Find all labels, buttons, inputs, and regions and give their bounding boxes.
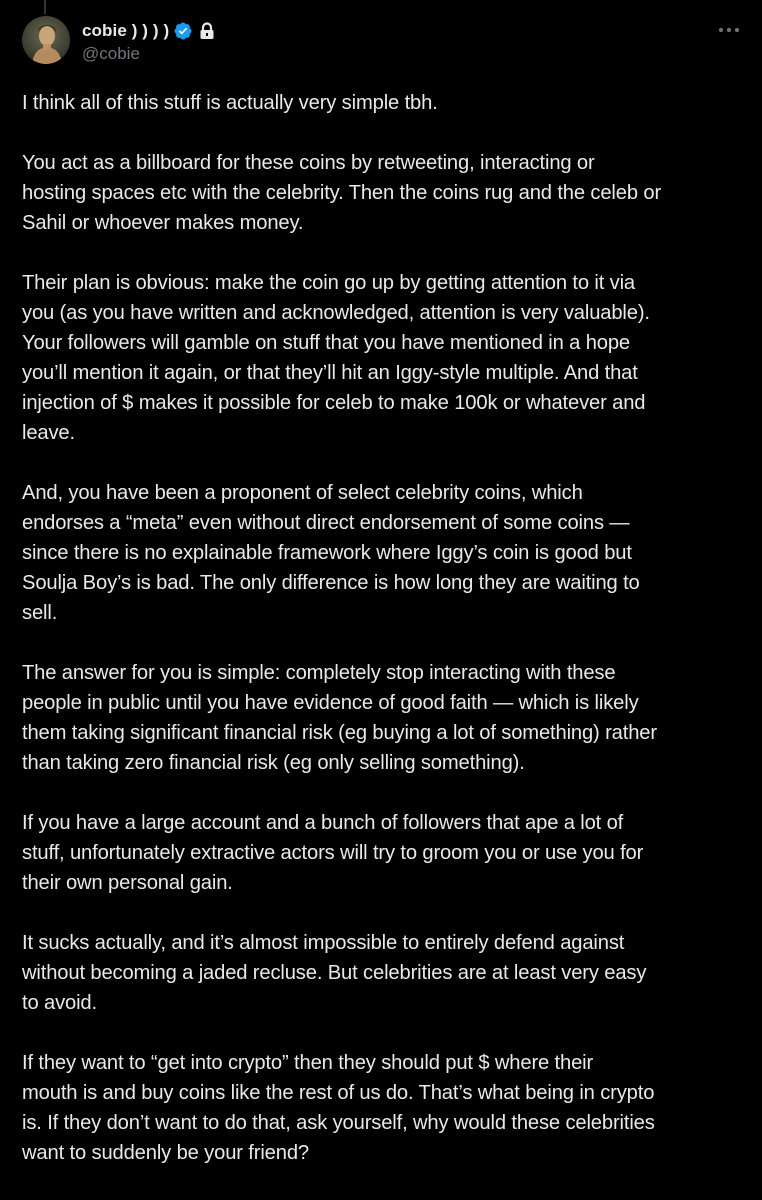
tweet-text	[22, 88, 747, 1198]
tweet-paragraph: I think all of this stuff is actually very simple tbh.	[22, 92, 438, 114]
more-options-icon	[718, 27, 740, 33]
tweet-paragraph: If you have a large account and a bunch of followers that ape a lot of stuff, unfortunately extractive actors will try to groom you or use you for their own personal gain.	[22, 812, 644, 894]
tweet-paragraph: And, you have been a proponent of select celebrity coins, which endorses a “meta” even without direct endorsement of some coins — since there is no explainable framework where Iggy’s coin is good but Soulja Boy’s is bad. The only difference is how long they are waiting to sell.	[22, 482, 640, 624]
tweet-paragraph: Their plan is obvious: make the coin go up by getting attention to it via you (as you have written and acknowledged, attention is very valuable). Your followers will gamble on stuff that you have mentioned in a hope you’ll mention it again, or that they’ll hit an Iggy-style multiple. And that injection of $ makes it possible for celeb to make 100k or whatever and leave.	[22, 272, 650, 444]
handle[interactable]: @cobie	[82, 44, 140, 63]
tweet-paragraph: You act as a billboard for these coins by retweeting, interacting or hosting spaces etc with the celebrity. Then the coins rug and the celeb or Sahil or whoever makes money.	[22, 152, 662, 234]
more-options-button[interactable]	[716, 20, 742, 40]
tweet-paragraph: It sucks actually, and it’s almost impossible to entirely defend against without becoming a jaded recluse. But celebrities are at least very easy to avoid.	[22, 932, 647, 1014]
verified-badge-icon	[173, 21, 193, 41]
display-name[interactable]: cobie ) ) ) )	[82, 21, 170, 40]
avatar[interactable]	[22, 16, 70, 64]
tweet-paragraph: If they want to “get into crypto” then they should put $ where their mouth is and buy coins like the rest of us do. That’s what being in crypto is. If they don’t want to do that, ask yourself, why would these celebrities want to suddenly be your friend?	[22, 1052, 655, 1164]
name-row	[82, 20, 215, 42]
tweet-header	[22, 16, 215, 72]
user-meta	[82, 20, 215, 64]
tweet-paragraph: The answer for you is simple: completely stop interacting with these people in public until you have evidence of good faith — which is likely them taking significant financial risk (eg buying a lot of something) rather than taking zero financial risk (eg only selling something).	[22, 662, 657, 774]
avatar-photo-icon	[22, 16, 70, 64]
lock-icon	[199, 22, 215, 40]
